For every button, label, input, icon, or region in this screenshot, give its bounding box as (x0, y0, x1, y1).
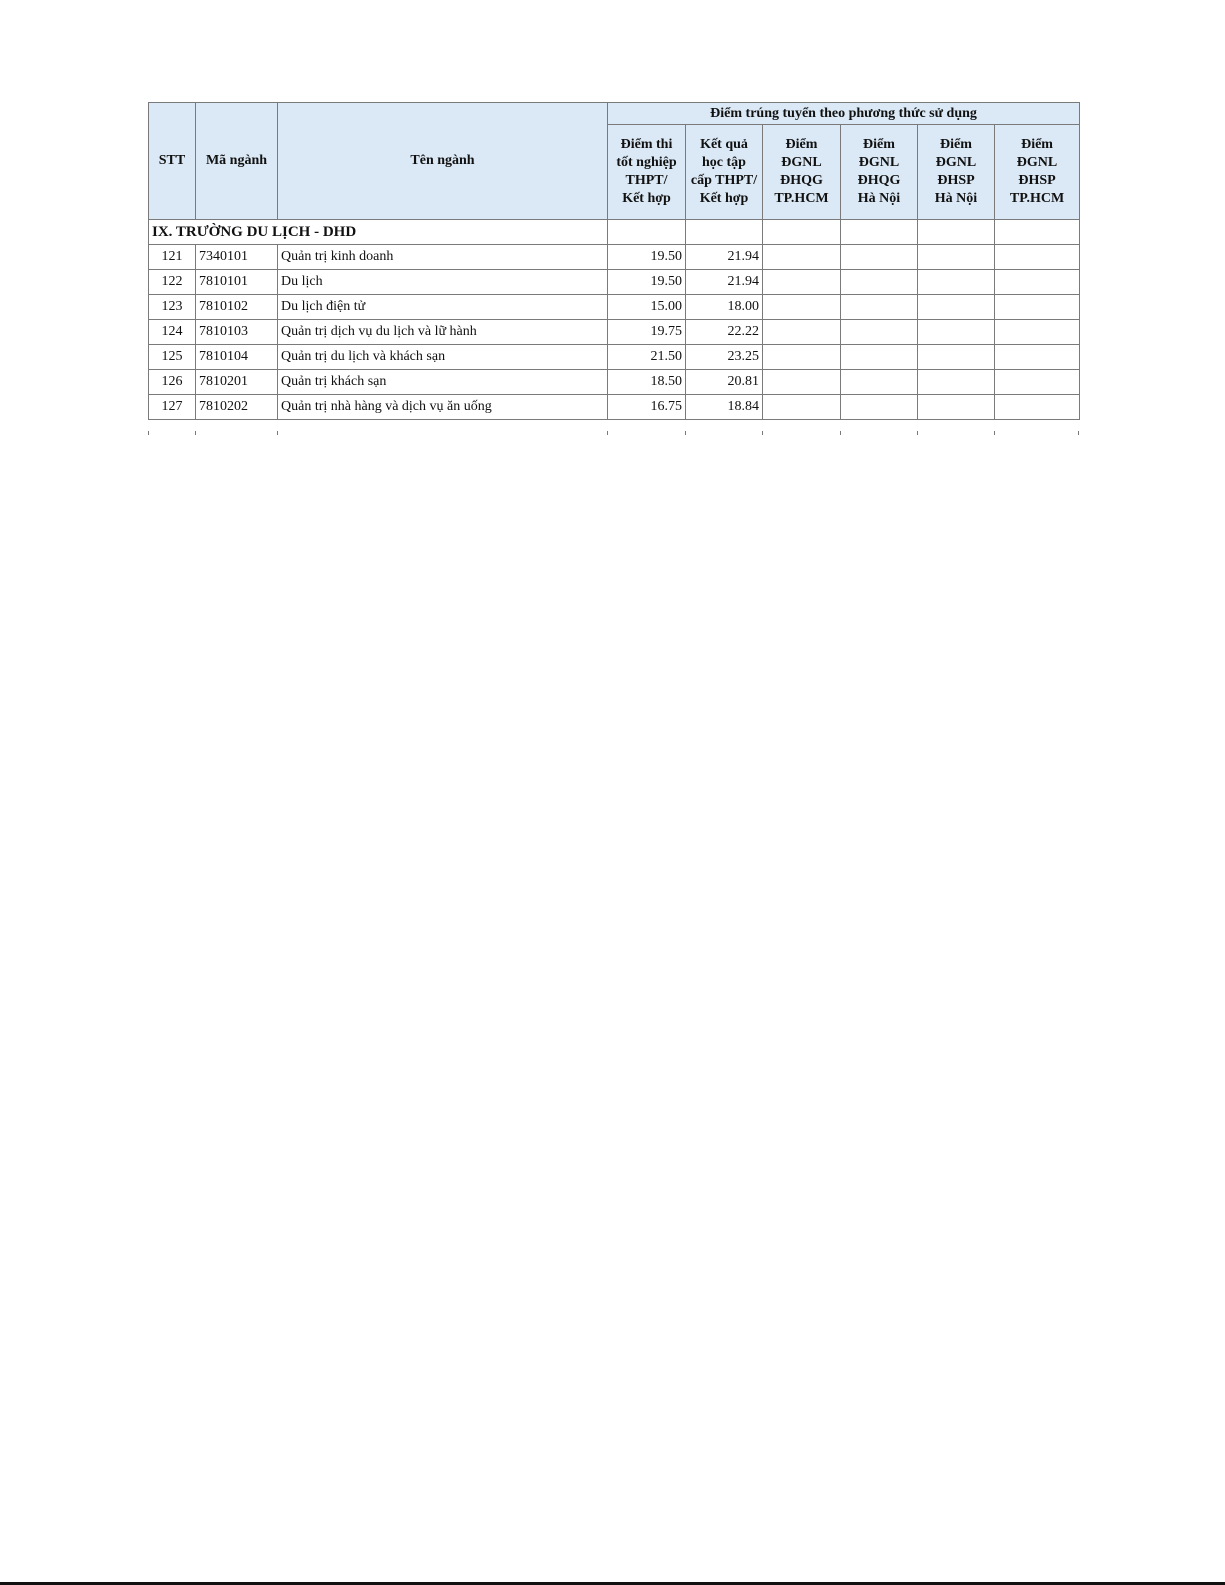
header-method-2 (686, 125, 763, 220)
header-stt: STT (149, 103, 196, 220)
header-method-line: Điểm (785, 137, 818, 152)
section-cell (686, 220, 763, 245)
header-method-line: Điểm (863, 137, 895, 152)
header-method-group: Điểm trúng tuyển theo phương thức sử dụng (608, 103, 1080, 125)
row-score-dhsp-hn (918, 345, 995, 370)
row-score-dhqg-hn (841, 295, 918, 320)
header-method-line: ĐHQG (857, 173, 901, 188)
header-method-line: ĐGNL (935, 155, 977, 170)
header-method-line: ĐHQG (780, 173, 823, 188)
row-score-thpt: 19.50 (608, 270, 686, 295)
row-score-transcript: 18.84 (686, 395, 763, 420)
row-score-dhsp-hcm (995, 295, 1080, 320)
row-major-code: 7810102 (196, 295, 278, 320)
table-row (149, 395, 1080, 420)
row-major-name: Quản trị nhà hàng và dịch vụ ăn uống (278, 395, 608, 420)
column-divider-tick (607, 431, 608, 435)
table-header (149, 103, 1080, 220)
row-stt: 124 (149, 320, 196, 345)
header-method-5 (918, 125, 995, 220)
table-row (149, 245, 1080, 270)
row-score-dhqg-hcm (763, 395, 841, 420)
row-score-dhsp-hcm (995, 270, 1080, 295)
section-cell (763, 220, 841, 245)
column-divider-tick (685, 431, 686, 435)
row-score-dhsp-hcm (995, 370, 1080, 395)
row-score-dhsp-hn (918, 370, 995, 395)
column-divider-tick (277, 431, 278, 435)
table-row (149, 345, 1080, 370)
row-score-thpt: 18.50 (608, 370, 686, 395)
header-method-line: ĐHSP (937, 173, 975, 188)
column-divider-tick (762, 431, 763, 435)
section-cell (995, 220, 1080, 245)
column-divider-tick (917, 431, 918, 435)
header-method-line: ĐGNL (781, 155, 822, 170)
table-row (149, 295, 1080, 320)
row-major-code: 7810101 (196, 270, 278, 295)
header-method-line: Điểm (940, 137, 972, 152)
row-score-dhsp-hcm (995, 345, 1080, 370)
header-method-line: Kết quả (700, 137, 748, 152)
header-method-line: học tập (702, 155, 746, 170)
table-row (149, 320, 1080, 345)
section-cell (918, 220, 995, 245)
row-score-dhsp-hn (918, 270, 995, 295)
header-method-line: tốt nghiệp (616, 155, 677, 170)
row-score-thpt: 21.50 (608, 345, 686, 370)
row-score-transcript: 22.22 (686, 320, 763, 345)
header-method-line: ĐGNL (1016, 155, 1058, 170)
header-method-6 (995, 125, 1080, 220)
row-score-transcript: 23.25 (686, 345, 763, 370)
row-score-dhsp-hn (918, 295, 995, 320)
row-stt: 125 (149, 345, 196, 370)
row-major-code: 7810201 (196, 370, 278, 395)
row-score-dhqg-hn (841, 270, 918, 295)
header-method-line: TP.HCM (1009, 191, 1065, 206)
header-code: Mã ngành (196, 103, 278, 220)
section-cell (841, 220, 918, 245)
section-title: IX. TRƯỜNG DU LỊCH - DHD (149, 220, 608, 245)
row-score-thpt: 15.00 (608, 295, 686, 320)
row-score-thpt: 16.75 (608, 395, 686, 420)
row-score-dhqg-hn (841, 345, 918, 370)
row-score-dhsp-hn (918, 245, 995, 270)
table-body (149, 220, 1080, 420)
header-method-line: cấp THPT/ (690, 173, 758, 188)
header-method-line: ĐGNL (858, 155, 900, 170)
row-score-dhqg-hcm (763, 345, 841, 370)
row-major-code: 7810202 (196, 395, 278, 420)
row-score-dhqg-hcm (763, 245, 841, 270)
row-score-dhsp-hcm (995, 395, 1080, 420)
header-name: Tên ngành (278, 103, 608, 220)
header-method-line: Kết hợp (622, 191, 671, 206)
row-score-transcript: 21.94 (686, 270, 763, 295)
row-major-name: Quản trị kinh doanh (278, 245, 608, 270)
row-major-name: Quản trị khách sạn (278, 370, 608, 395)
row-stt: 126 (149, 370, 196, 395)
row-major-name: Du lịch điện tử (278, 295, 608, 320)
section-cell (608, 220, 686, 245)
column-divider-tick (994, 431, 995, 435)
row-score-dhqg-hn (841, 370, 918, 395)
row-major-name: Quản trị dịch vụ du lịch và lữ hành (278, 320, 608, 345)
row-score-dhqg-hcm (763, 320, 841, 345)
row-score-transcript: 21.94 (686, 245, 763, 270)
row-stt: 121 (149, 245, 196, 270)
table-row (149, 370, 1080, 395)
header-method-line: Điểm thi (620, 137, 673, 152)
header-method-line: THPT/ (625, 173, 668, 188)
row-score-dhsp-hn (918, 320, 995, 345)
row-score-dhsp-hcm (995, 245, 1080, 270)
row-stt: 127 (149, 395, 196, 420)
row-score-dhqg-hcm (763, 295, 841, 320)
header-method-1 (608, 125, 686, 220)
header-method-line: Hà Nội (857, 191, 901, 206)
column-divider-tick (148, 431, 149, 435)
row-score-transcript: 20.81 (686, 370, 763, 395)
header-method-line: Hà Nội (934, 191, 978, 206)
row-major-name: Quản trị du lịch và khách sạn (278, 345, 608, 370)
section-row (149, 220, 1080, 245)
row-score-dhqg-hcm (763, 270, 841, 295)
column-divider-tick (1078, 431, 1079, 435)
header-method-line: Điểm (1021, 137, 1053, 152)
row-score-thpt: 19.75 (608, 320, 686, 345)
row-score-dhsp-hcm (995, 320, 1080, 345)
row-stt: 122 (149, 270, 196, 295)
row-score-dhqg-hn (841, 320, 918, 345)
header-method-line: ĐHSP (1018, 173, 1056, 188)
column-divider-tick (840, 431, 841, 435)
row-score-dhqg-hn (841, 245, 918, 270)
header-method-line: Kết hợp (699, 191, 749, 206)
column-divider-tick (195, 431, 196, 435)
row-score-transcript: 18.00 (686, 295, 763, 320)
header-method-3 (763, 125, 841, 220)
admission-score-table (148, 102, 1080, 420)
row-major-code: 7810104 (196, 345, 278, 370)
header-method-line: TP.HCM (774, 191, 829, 206)
row-score-thpt: 19.50 (608, 245, 686, 270)
row-score-dhqg-hcm (763, 370, 841, 395)
row-score-dhqg-hn (841, 395, 918, 420)
row-stt: 123 (149, 295, 196, 320)
row-major-code: 7810103 (196, 320, 278, 345)
row-score-dhsp-hn (918, 395, 995, 420)
table-row (149, 270, 1080, 295)
row-major-code: 7340101 (196, 245, 278, 270)
header-method-4 (841, 125, 918, 220)
row-major-name: Du lịch (278, 270, 608, 295)
